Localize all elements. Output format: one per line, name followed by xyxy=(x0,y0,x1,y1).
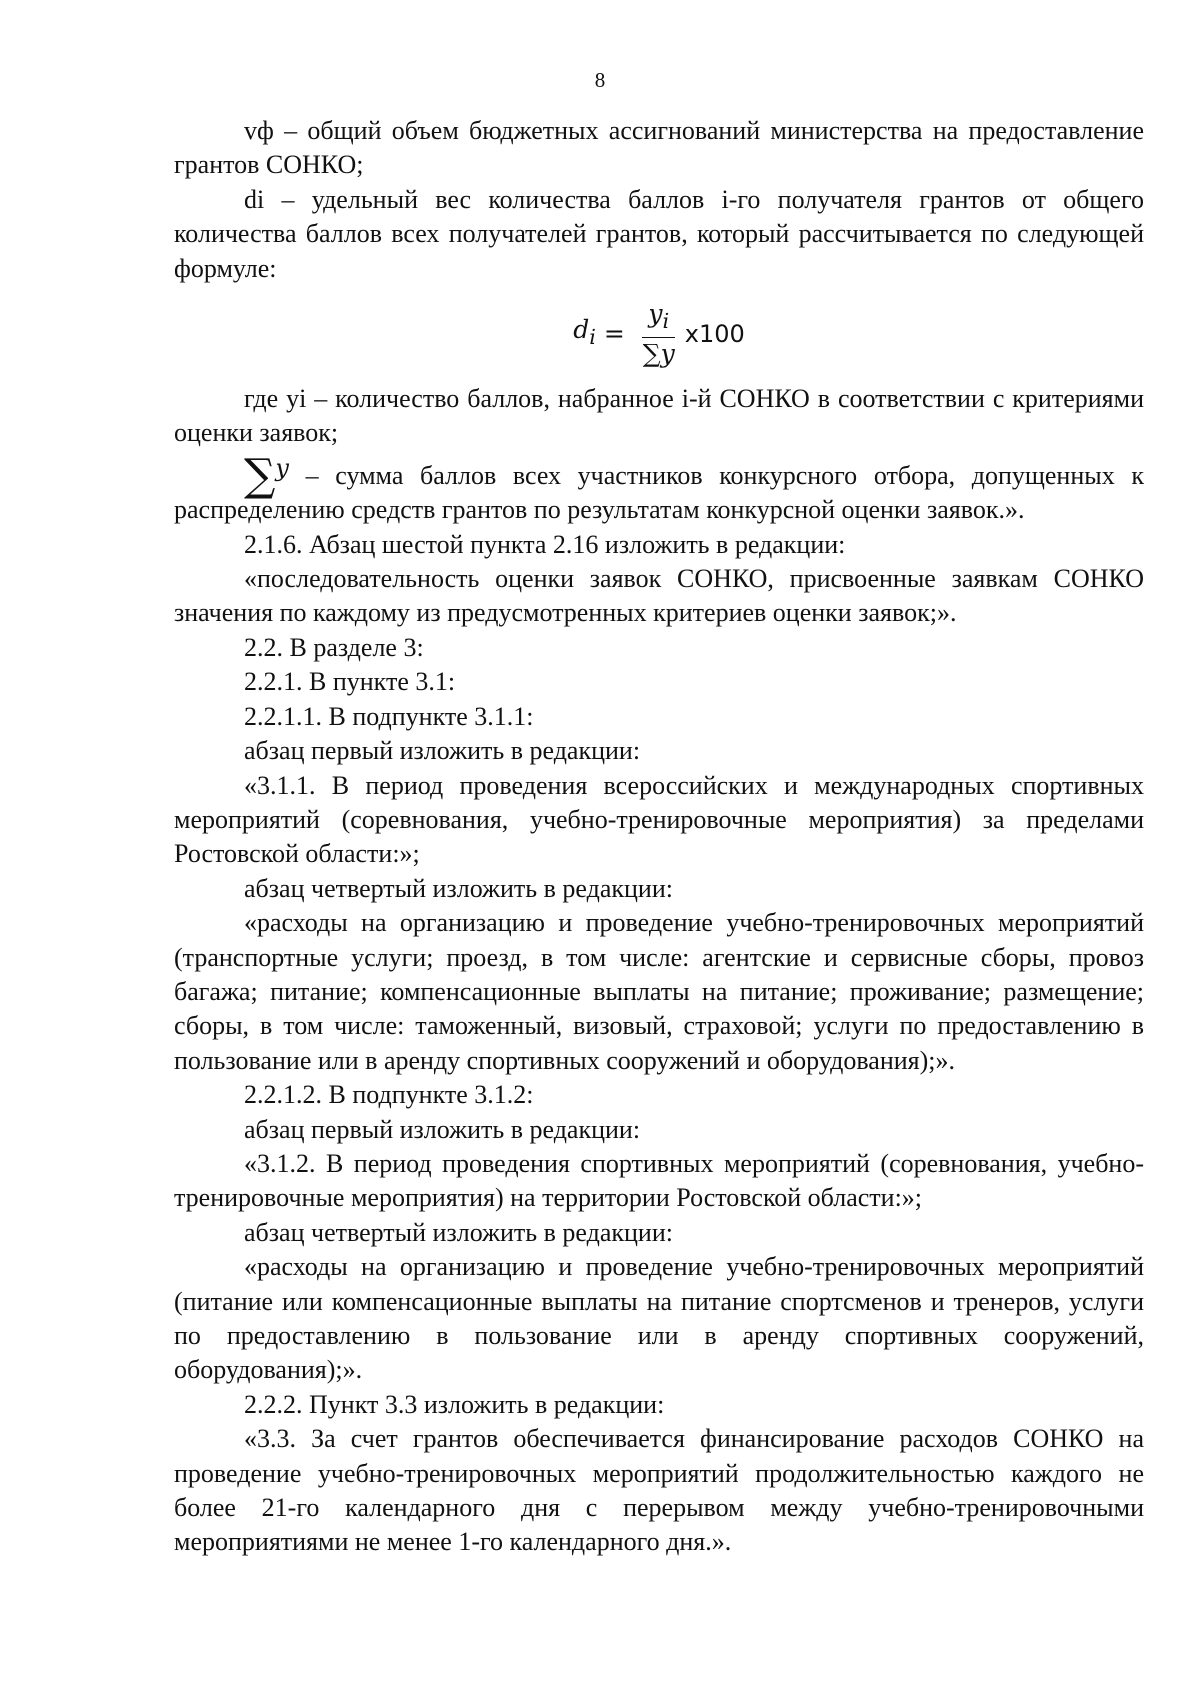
paragraph-quote-3-1-2: «3.1.2. В период проведения спортивных мероприятий (соревнования, учебно-тренировочные мероприятия) на территории Ростовской области:»; xyxy=(174,1148,1144,1213)
paragraph-first-abzac-1: абзац первый изложить в редакции: xyxy=(244,736,641,766)
sum-symbol: ∑ xyxy=(244,449,276,501)
paragraph-fourth-abzac-1: абзац четвертый изложить в редакции: xyxy=(244,873,673,903)
paragraph-yi-definition: где yi – количество баллов, набранное i-й СОНКО в соответствии с критериями оценки заявок; xyxy=(174,384,1144,448)
formula-numerator: $y_i$ xyxy=(642,300,675,338)
formula-multiplier: x100 xyxy=(684,319,745,348)
sum-variable: y xyxy=(275,453,289,482)
formula-fraction xyxy=(637,300,681,368)
paragraph-2-2-1: 2.2.1. В пункте 3.1: xyxy=(244,667,456,697)
formula-denominator: ∑y xyxy=(642,339,675,369)
paragraph-2-2-1-2: 2.2.1.2. В подпункте 3.1.2: xyxy=(244,1080,534,1110)
paragraph-fourth-abzac-2: абзац четвертый изложить в редакции: xyxy=(244,1217,673,1247)
formula-equals: = xyxy=(595,318,633,348)
paragraph-2-2-2: 2.2.2. Пункт 3.3 изложить в редакции: xyxy=(244,1389,665,1419)
paragraph-first-abzac-2: абзац первый изложить в редакции: xyxy=(244,1114,641,1144)
paragraph-2-2-1-1: 2.2.1.1. В подпункте 3.1.1: xyxy=(244,701,534,731)
paragraph-quote-expenses-2: «расходы на организацию и проведение учебно-тренировочных мероприятий (питание или компенсационные выплаты на питание спортсменов и тренеров, услуги по предоставлению в пользование или в аренду спортивных сооружений, оборудования);». xyxy=(174,1252,1144,1385)
paragraph-quote-3-3: «3.3. За счет грантов обеспечивается финансирование расходов СОНКО на проведение учебно-тренировочных мероприятий продолжительностью каждого не более 21-го календарного дня с перерывом между учебно-тренировочными мероприятиями не менее 1-го календарного дня.». xyxy=(174,1424,1144,1557)
page-number: 8 xyxy=(594,68,606,92)
paragraph-2-1-6: 2.1.6. Абзац шестой пункта 2.16 изложить в редакции: xyxy=(244,529,846,559)
paragraph-quote-2-16: «последовательность оценки заявок СОНКО, присвоенные заявкам СОНКО значения по каждому из предусмотренных критериев оценки заявок;». xyxy=(174,564,1144,628)
paragraph-quote-expenses-1: «расходы на организацию и проведение учебно-тренировочных мероприятий (транспортные услуги; проезд, в том числе: агентские и сервисные сборы, провоз багажа; питание; компенсационные выплаты на питание; проживание; размещение; сборы, в том числе: таможенный, визовый, страховой; услуги по предоставлению в пользование или в аренду спортивных сооружений и оборудования);». xyxy=(174,908,1144,1075)
paragraph-quote-3-1-1: «3.1.1. В период проведения всероссийских и международных спортивных мероприятий (соревнования, учебно-тренировочные мероприятия) за пределами Ростовской области:»; xyxy=(174,770,1144,869)
formula-lhs: $d_i$ xyxy=(573,315,596,350)
sum-definition-text: – сумма баллов всех участников конкурсного отбора, допущенных к распределению средств грантов по результатам конкурсной оценки заявок.». xyxy=(174,460,1144,525)
formula-di xyxy=(174,286,1144,382)
document-body xyxy=(174,114,1144,1560)
paragraph-vf-definition: vф – общий объем бюджетных ассигнований министерства на предоставление грантов СОНКО; xyxy=(174,116,1144,180)
paragraph-sum-definition xyxy=(174,451,1144,528)
paragraph-di-definition: di – удельный вес количества баллов i-го получателя грантов от общего количества баллов всех получателей грантов, который рассчитывается по следующей формуле: xyxy=(174,184,1144,283)
paragraph-2-2: 2.2. В разделе 3: xyxy=(244,632,424,662)
